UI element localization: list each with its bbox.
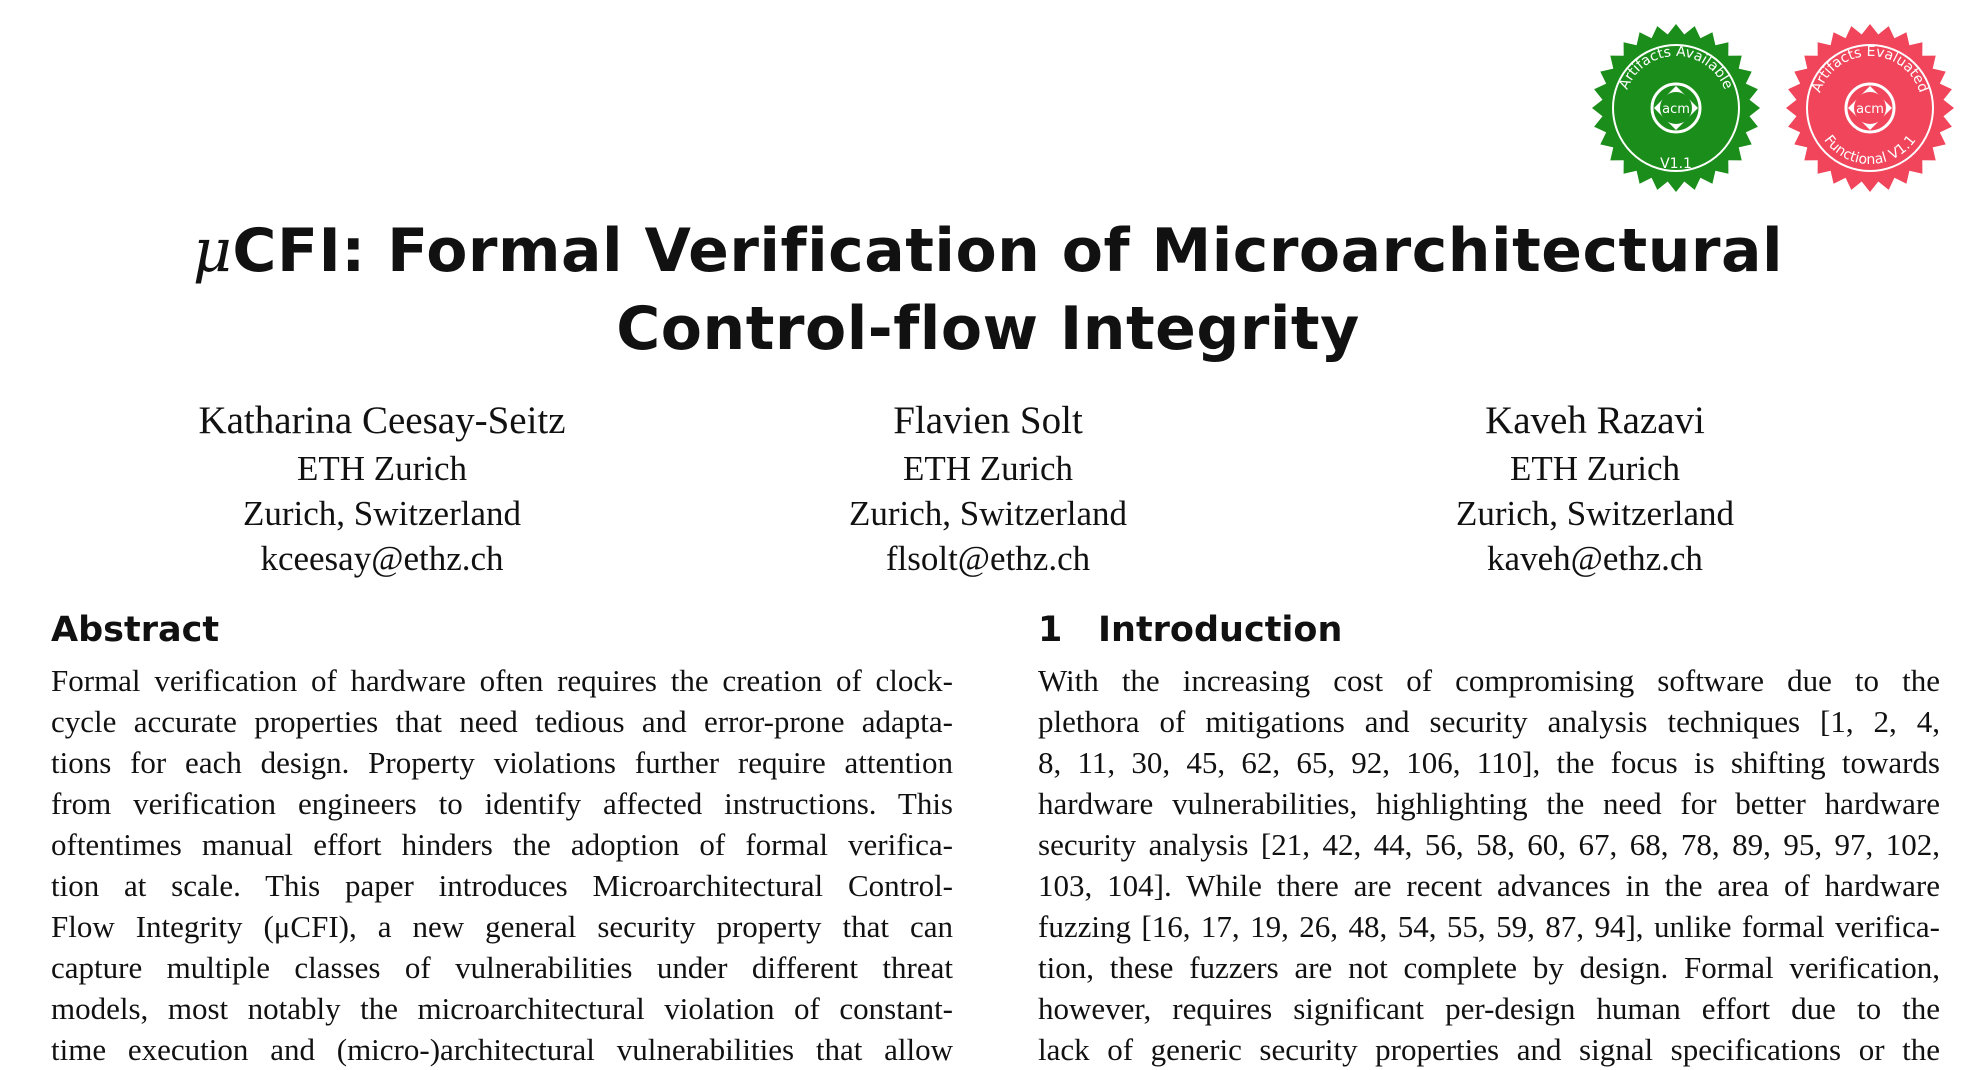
abstract-text <box>51 660 953 1067</box>
badge-bottom-text: Functional V1.1 <box>1820 132 1920 169</box>
author-name: Kaveh Razavi <box>1485 399 1705 442</box>
abstract-text-line: time execution and (micro-)architectural vulnerabilities that allow <box>51 1032 953 1067</box>
abstract-heading: Abstract <box>51 610 220 650</box>
introduction-heading <box>1038 606 1940 654</box>
abstract-text-line: Flow Integrity (μCFI), a new general security property that can <box>51 909 953 944</box>
abstract-text-line: capture multiple classes of vulnerabilities under different threat <box>51 950 953 985</box>
introduction-text-line: fuzzing [16, 17, 19, 26, 48, 54, 55, 59, 87, 94], unlike formal verifica- <box>1038 909 1940 944</box>
introduction-text-line: lack of generic security properties and signal specifications or the <box>1038 1032 1940 1067</box>
introduction-text-line: 8, 11, 30, 45, 62, 65, 92, 106, 110], the focus is shifting towards <box>1038 745 1940 780</box>
badge-top-text: Artifacts Evaluated <box>1808 43 1932 95</box>
introduction-text-line: hardware vulnerabilities, highlighting the need for better hardware <box>1038 786 1940 821</box>
author-email: kaveh@ethz.ch <box>1487 539 1703 578</box>
abstract-text-line: oftentimes manual effort hinders the adoption of formal verifica- <box>51 827 953 862</box>
author-affiliation: ETH Zurich <box>902 449 1074 488</box>
author-name: Flavien Solt <box>893 399 1083 442</box>
author-email: flsolt@ethz.ch <box>885 539 1091 578</box>
artifacts-evaluated-badge <box>1784 22 1956 194</box>
abstract-text-line: tion at scale. This paper introduces Microarchitectural Control- <box>51 868 953 903</box>
author-location: Zurich, Switzerland <box>849 494 1127 533</box>
title-mu-symbol: μ <box>192 216 233 286</box>
abstract-section <box>51 606 953 1067</box>
abstract-text-line: cycle accurate properties that need tedious and error-prone adapta- <box>51 704 953 739</box>
artifacts-available-badge-icon <box>1590 22 1762 194</box>
title-line-2: Control-flow Integrity <box>616 294 1360 364</box>
author-location: Zurich, Switzerland <box>243 494 521 533</box>
author-2 <box>708 396 1268 581</box>
author-3 <box>1315 396 1875 581</box>
introduction-text-line: 103, 104]. While there are recent advances in the area of hardware <box>1038 868 1940 903</box>
author-1 <box>102 396 662 581</box>
title-line-1-text: CFI: Formal Verification of Microarchitectural <box>232 216 1784 286</box>
abstract-text-line: from verification engineers to identify affected instructions. This <box>51 786 953 821</box>
introduction-text <box>1038 660 1940 1067</box>
introduction-text-line: security analysis [21, 42, 44, 56, 58, 60, 67, 68, 78, 89, 95, 97, 102, <box>1038 827 1940 862</box>
abstract-text-line: Formal verification of hardware often requires the creation of clock- <box>51 663 953 698</box>
author-affiliation: ETH Zurich <box>296 449 468 488</box>
author-location: Zurich, Switzerland <box>1456 494 1734 533</box>
introduction-text-line: however, requires significant per-design human effort due to the <box>1038 991 1940 1026</box>
author-affiliation: ETH Zurich <box>1509 449 1681 488</box>
badge-bottom-text: V1.1 <box>1660 156 1692 172</box>
abstract-text-line: models, most notably the microarchitectural violation of constant- <box>51 991 953 1026</box>
section-title: Introduction <box>1098 610 1343 650</box>
introduction-text-line: plethora of mitigations and security analysis techniques [1, 2, 4, <box>1038 704 1940 739</box>
artifacts-available-badge <box>1590 22 1762 194</box>
artifacts-evaluated-badge-icon <box>1784 22 1956 194</box>
acm-logo-text: acm <box>1856 102 1884 117</box>
acm-logo-text: acm <box>1662 102 1690 117</box>
author-block <box>0 396 1976 596</box>
author-name: Katharina Ceesay-Seitz <box>198 399 566 442</box>
abstract-text-line: tions for each design. Property violations further require attention <box>51 745 953 780</box>
introduction-section <box>1038 606 1940 1067</box>
badge-top-text: Artifacts Available <box>1616 43 1736 92</box>
title-line-1 <box>0 212 1976 290</box>
introduction-text-line: With the increasing cost of compromising software due to the <box>1038 663 1940 698</box>
artifact-badges <box>1590 22 1956 194</box>
introduction-text-line: tion, these fuzzers are not complete by design. Formal verification, <box>1038 950 1940 985</box>
author-email: kceesay@ethz.ch <box>260 539 504 578</box>
paper-title <box>0 212 1976 368</box>
section-number: 1 <box>1038 610 1063 650</box>
